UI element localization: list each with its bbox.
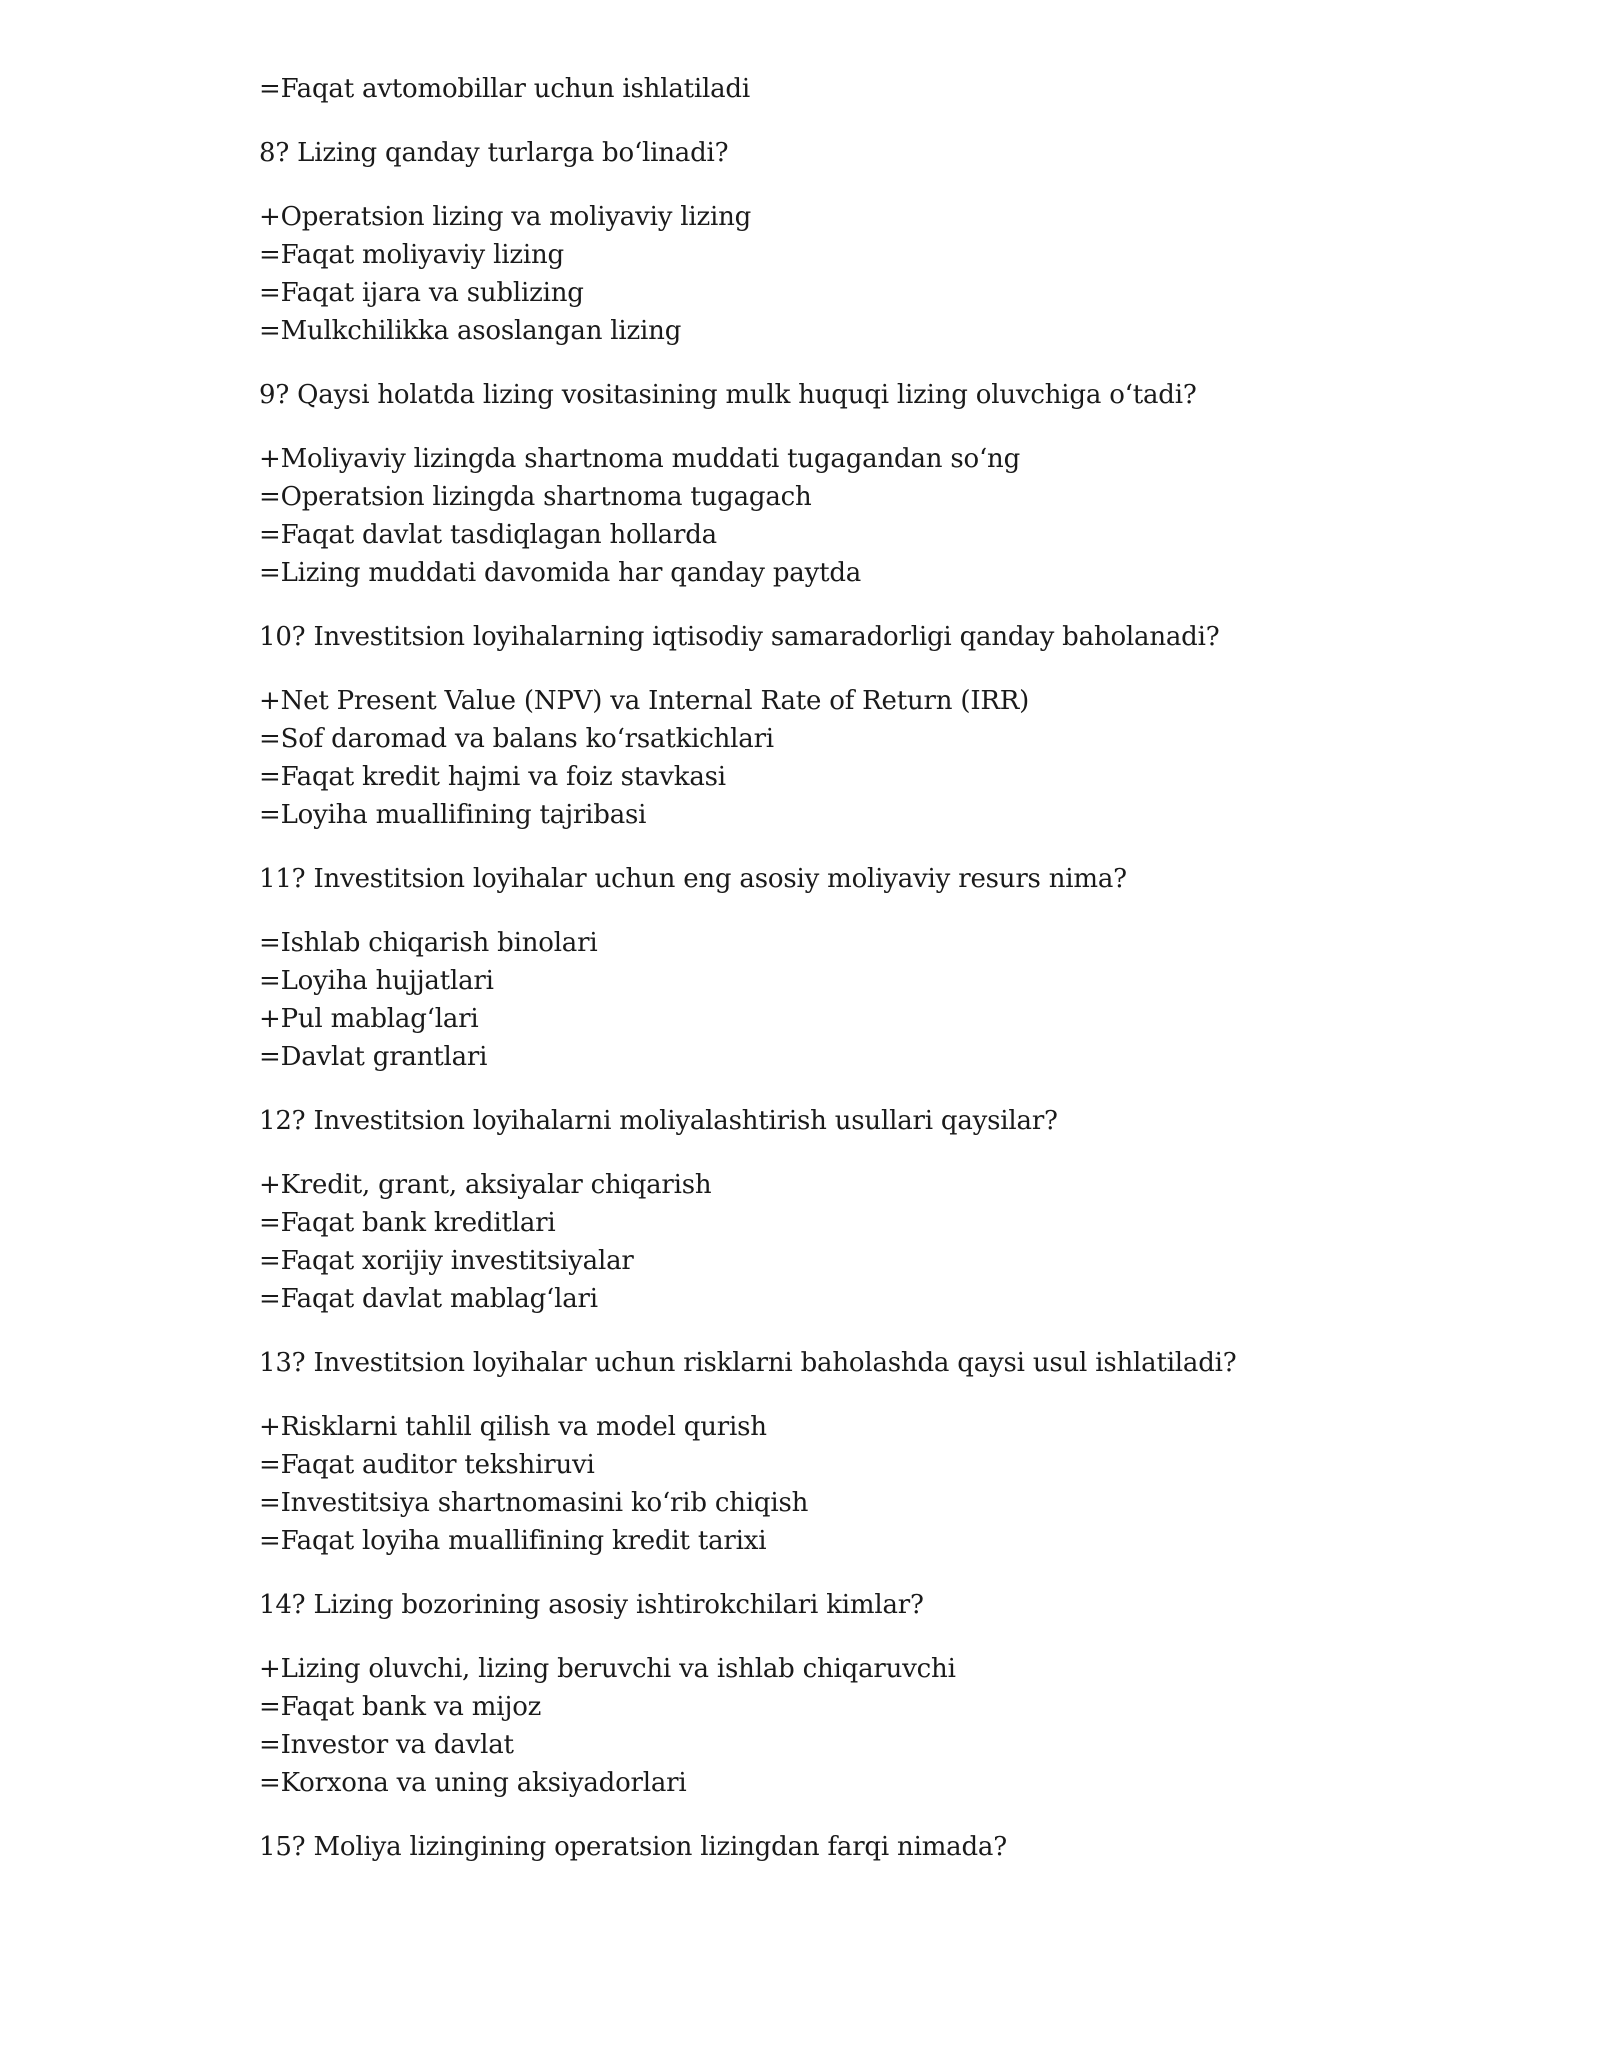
answer-option: =Faqat kredit hajmi va foiz stavkasi (259, 762, 726, 792)
options-14 (259, 1650, 1459, 1802)
answer-option-correct: +Risklarni tahlil qilish va model qurish (259, 1412, 767, 1442)
answer-option: =Sof daromad va balans ko‘rsatkichlari (259, 724, 774, 754)
document-page (259, 70, 1459, 1892)
question-9: 9? Qaysi holatda lizing vositasining mulk huquqi lizing oluvchiga o‘tadi? (259, 380, 1197, 410)
answer-option: =Mulkchilikka asoslangan lizing (259, 316, 682, 346)
answer-option: =Faqat moliyaviy lizing (259, 240, 564, 270)
answer-option: =Loyiha hujjatlari (259, 966, 494, 996)
question-13: 13? Investitsion loyihalar uchun risklarni baholashda qaysi usul ishlatiladi? (259, 1348, 1237, 1378)
question-10: 10? Investitsion loyihalarning iqtisodiy samaradorligi qanday baholanadi? (259, 622, 1220, 652)
answer-option: =Loyiha muallifining tajribasi (259, 800, 647, 830)
answer-option: =Korxona va uning aksiyadorlari (259, 1768, 687, 1798)
answer-option: =Faqat davlat mablag‘lari (259, 1284, 598, 1314)
options-11 (259, 924, 1459, 1076)
options-12 (259, 1166, 1459, 1318)
answer-option: =Faqat auditor tekshiruvi (259, 1450, 595, 1480)
answer-option: =Faqat ijara va sublizing (259, 278, 584, 308)
answer-option-correct: +Kredit, grant, aksiyalar chiqarish (259, 1170, 712, 1200)
options-9 (259, 440, 1459, 592)
answer-option: =Davlat grantlari (259, 1042, 488, 1072)
question-14: 14? Lizing bozorining asosiy ishtirokchilari kimlar? (259, 1590, 924, 1620)
answer-option: =Faqat bank va mijoz (259, 1692, 542, 1722)
answer-option: =Investitsiya shartnomasini ko‘rib chiqish (259, 1488, 809, 1518)
answer-option-correct: +Pul mablag‘lari (259, 1004, 479, 1034)
answer-option: =Faqat avtomobillar uchun ishlatiladi (259, 74, 750, 104)
question-15: 15? Moliya lizingining operatsion lizingdan farqi nimada? (259, 1832, 1007, 1862)
answer-option: =Faqat davlat tasdiqlagan hollarda (259, 520, 717, 550)
options-8 (259, 198, 1459, 350)
answer-option: =Ishlab chiqarish binolari (259, 928, 598, 958)
answer-option-correct: +Net Present Value (NPV) va Internal Rate of Return (IRR) (259, 686, 1030, 716)
answer-option: =Faqat xorijiy investitsiyalar (259, 1246, 634, 1276)
answer-option: =Lizing muddati davomida har qanday paytda (259, 558, 862, 588)
answer-option: =Operatsion lizingda shartnoma tugagach (259, 482, 812, 512)
options-10 (259, 682, 1459, 834)
question-11: 11? Investitsion loyihalar uchun eng asosiy moliyaviy resurs nima? (259, 864, 1127, 894)
question-8: 8? Lizing qanday turlarga bo‘linadi? (259, 138, 729, 168)
answer-option-correct: +Lizing oluvchi, lizing beruvchi va ishlab chiqaruvchi (259, 1654, 956, 1684)
answer-option: =Faqat bank kreditlari (259, 1208, 556, 1238)
answer-option: =Faqat loyiha muallifining kredit tarixi (259, 1526, 767, 1556)
answer-option-correct: +Operatsion lizing va moliyaviy lizing (259, 202, 752, 232)
options-13 (259, 1408, 1459, 1560)
answer-option-correct: +Moliyaviy lizingda shartnoma muddati tugagandan so‘ng (259, 444, 1021, 474)
question-12: 12? Investitsion loyihalarni moliyalashtirish usullari qaysilar? (259, 1106, 1058, 1136)
answer-option: =Investor va davlat (259, 1730, 514, 1760)
